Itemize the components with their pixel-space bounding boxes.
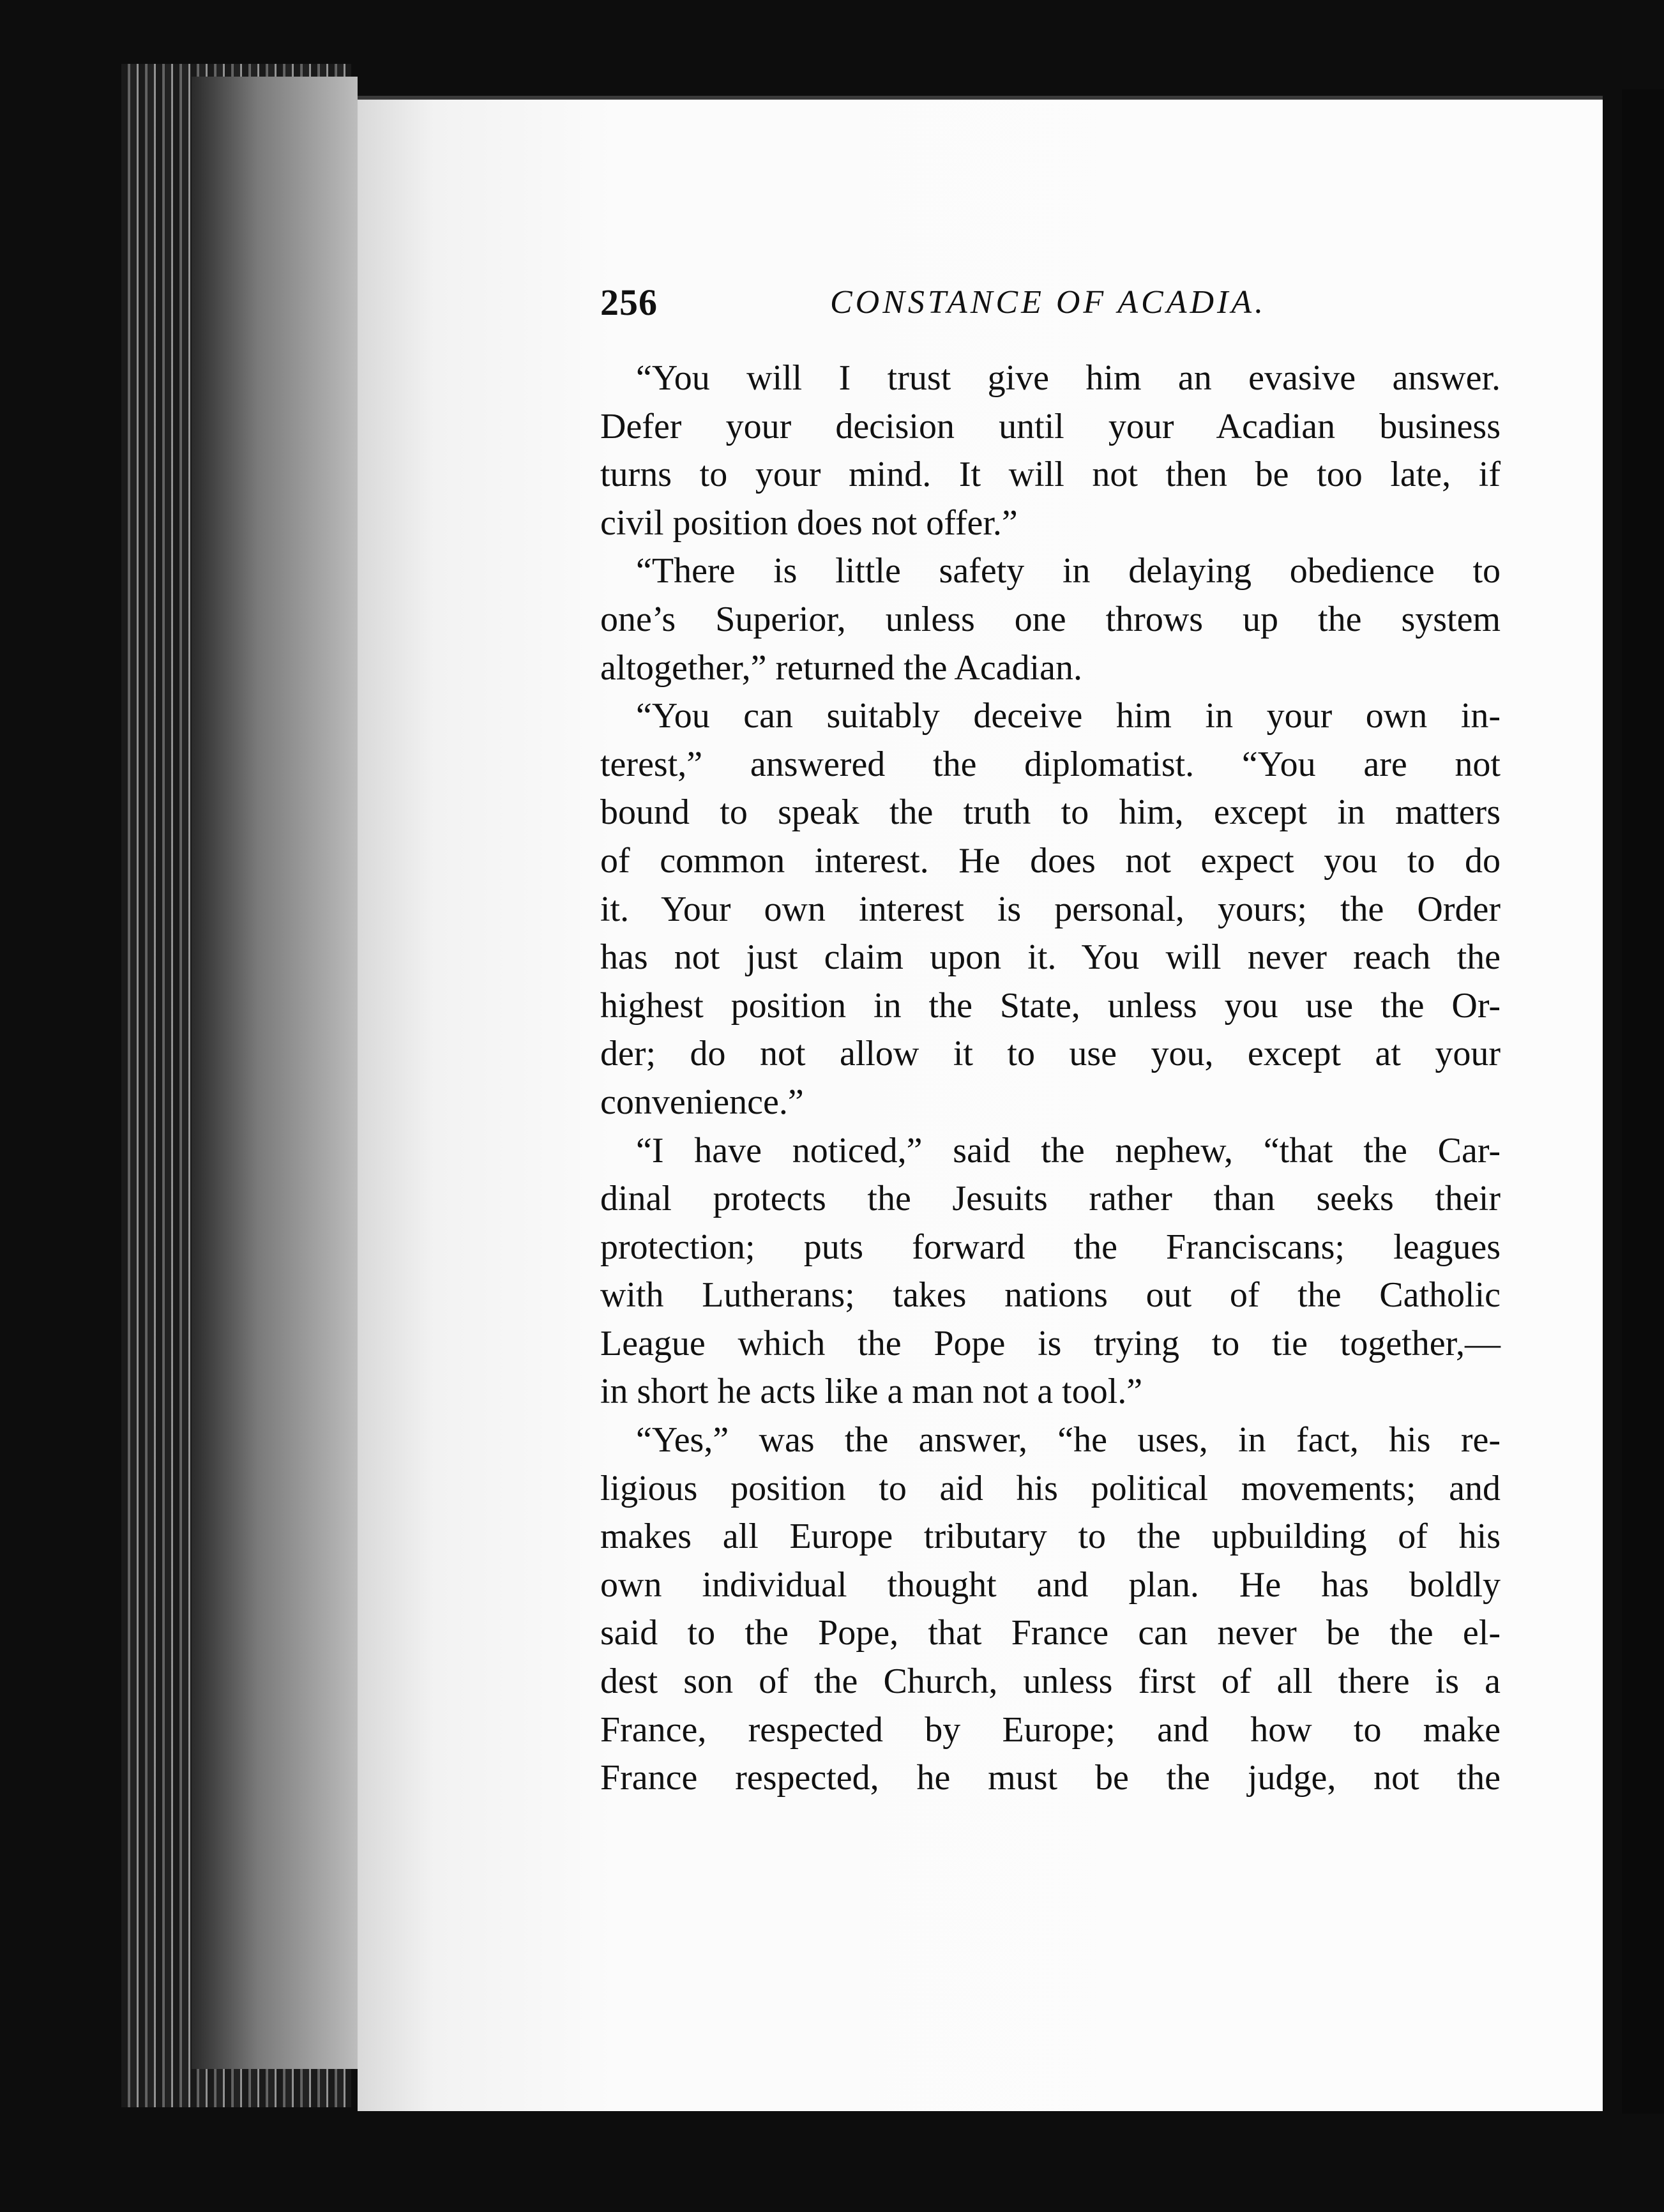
text-line: Defer your decision until your Acadian business: [600, 406, 1501, 446]
text-line: altogether,” returned the Acadian.: [600, 648, 1082, 688]
text-line: makes all Europe tributary to the upbuilding of his: [600, 1517, 1501, 1557]
text-line: with Lutherans; takes nations out of the Catholic: [600, 1275, 1501, 1315]
text-line: ligious position to aid his political movements; and: [600, 1468, 1501, 1508]
text-line: “There is little safety in delaying obedience to: [636, 551, 1501, 591]
text-line: of common interest. He does not expect you to do: [600, 840, 1501, 881]
text-line: France respected, he must be the judge, not the: [600, 1758, 1501, 1798]
text-line: it. Your own interest is personal, yours; the Order: [600, 889, 1501, 929]
text-line: in short he acts like a man not a tool.”: [600, 1372, 1143, 1412]
text-line: dinal protects the Jesuits rather than seeks their: [600, 1179, 1501, 1219]
page-number: 256: [600, 282, 658, 323]
text-line: “Yes,” was the answer, “he uses, in fact, his re-: [636, 1420, 1501, 1460]
text-line: civil position does not offer.”: [600, 503, 1018, 543]
body-text: [600, 354, 1501, 1803]
binding-strip: [1622, 89, 1664, 2114]
text-line: “I have noticed,” said the nephew, “that the Car-: [636, 1130, 1501, 1170]
text-line: terest,” answered the diplomatist. “You are not: [600, 744, 1501, 784]
text-line: said to the Pope, that France can never be the el-: [600, 1613, 1501, 1653]
running-head: CONSTANCE OF ACADIA.: [830, 284, 1267, 321]
text-line: turns to your mind. It will not then be too late, if: [600, 455, 1501, 495]
text-line: own individual thought and plan. He has boldly: [600, 1564, 1501, 1605]
page-header: [600, 281, 1303, 338]
text-line: der; do not allow it to use you, except at your: [600, 1034, 1501, 1074]
text-line: protection; puts forward the Franciscans; leagues: [600, 1227, 1501, 1267]
text-line: highest position in the State, unless you use the Or-: [600, 985, 1501, 1026]
text-line: dest son of the Church, unless first of all there is a: [600, 1662, 1501, 1702]
text-line: one’s Superior, unless one throws up the system: [600, 599, 1501, 639]
book-page-edges-inner: [192, 77, 358, 2069]
text-line: has not just claim upon it. You will never reach the: [600, 937, 1501, 978]
text-line: “You can suitably deceive him in your own in-: [636, 696, 1501, 736]
text-line: France, respected by Europe; and how to make: [600, 1709, 1501, 1750]
text-line: bound to speak the truth to him, except in matters: [600, 792, 1501, 833]
text-line: “You will I trust give him an evasive answer.: [636, 358, 1501, 398]
text-line: convenience.”: [600, 1082, 804, 1122]
text-line: League which the Pope is trying to tie together,—: [600, 1323, 1501, 1363]
